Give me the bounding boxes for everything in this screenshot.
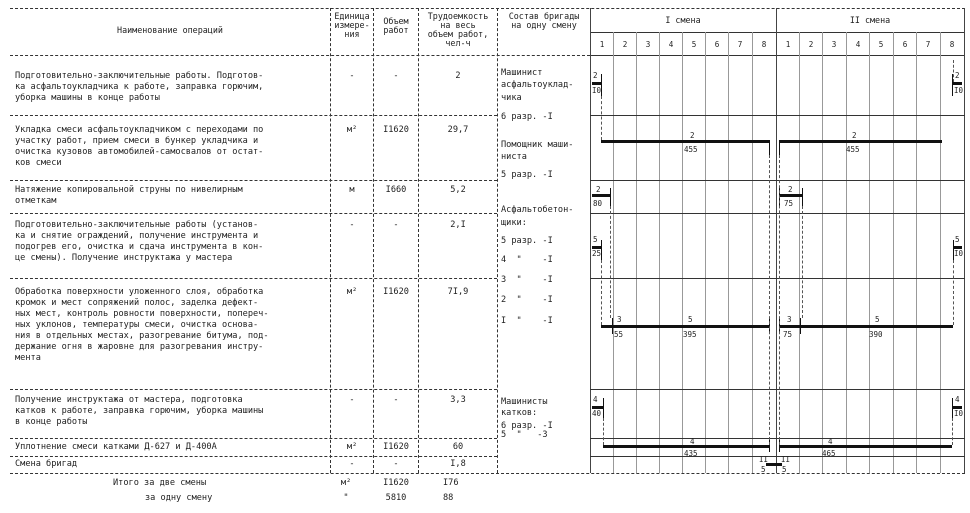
- total-one-shift-label: за одну смену: [145, 493, 213, 503]
- gantt-tick: [610, 188, 611, 206]
- gantt-link: [802, 206, 803, 318]
- header-bottom-border: [10, 55, 590, 56]
- operation-unit: м²: [346, 442, 358, 452]
- brigade-line: 6 разр. -I: [501, 112, 553, 122]
- operation-unit: -: [349, 395, 355, 405]
- hour-grid: [846, 32, 847, 473]
- hour-grid: [940, 32, 941, 473]
- brigade-line: чика: [501, 93, 522, 103]
- gantt-label: 465: [822, 449, 836, 458]
- hour-grid: [636, 32, 637, 473]
- gantt-left-border: [590, 8, 591, 473]
- hour-label: 1: [599, 40, 605, 49]
- gantt-tick: [601, 240, 602, 260]
- hour-label: 6: [902, 40, 908, 49]
- gantt-label: I0: [954, 409, 964, 418]
- hour-label: 1: [785, 40, 791, 49]
- hour-label: 5: [878, 40, 884, 49]
- row-separator: [10, 389, 497, 390]
- hour-label: 8: [761, 40, 767, 49]
- gantt-label: II: [759, 455, 769, 464]
- gantt-link: [779, 155, 780, 445]
- total-labor: I76: [443, 478, 459, 488]
- row-separator: [10, 438, 497, 439]
- gantt-bar: [779, 140, 942, 143]
- row-separator: [10, 456, 497, 457]
- header-labor: Трудоемкость на весь объем работ, чел-ч: [427, 11, 489, 48]
- total-unit: ": [343, 493, 349, 503]
- table-bottom-border: [10, 473, 965, 474]
- operation-labor: 3,3: [450, 395, 466, 405]
- gantt-label: 2: [955, 71, 960, 80]
- hour-grid: [799, 32, 800, 473]
- hour-label: 2: [808, 40, 814, 49]
- gantt-label: 395: [683, 330, 697, 339]
- hour-label: 7: [925, 40, 931, 49]
- gantt-bar: [601, 140, 769, 143]
- row-separator: [10, 180, 497, 181]
- gantt-tick: [779, 140, 780, 155]
- gantt-label: 5: [688, 315, 693, 324]
- total-unit: м²: [340, 478, 352, 488]
- gantt-tick: [769, 140, 770, 155]
- gantt-right-border: [964, 8, 965, 473]
- gantt-label: 5: [875, 315, 880, 324]
- gantt-label: 80: [593, 199, 603, 208]
- gantt-row-separator: [590, 278, 965, 279]
- brigade-line: 5 разр. -I: [501, 170, 553, 180]
- shift-header-divider: [590, 32, 965, 33]
- gantt-label: 5: [955, 235, 960, 244]
- gantt-row-separator: [590, 438, 965, 439]
- header-brigade: Состав бригады на одну смену: [508, 11, 580, 30]
- hour-label: 8: [949, 40, 955, 49]
- total-two-shifts-label: Итого за две смены: [113, 478, 207, 488]
- hours-header-bottom: [590, 55, 965, 56]
- operation-volume: I1620: [383, 125, 409, 135]
- gantt-link: [952, 418, 953, 445]
- hour-grid: [682, 32, 683, 473]
- col-divider-brigade: [497, 8, 498, 473]
- gantt-label: 2: [596, 185, 601, 194]
- operation-labor: 5,2: [450, 185, 466, 195]
- hour-label: 7: [737, 40, 743, 49]
- operation-unit: м: [349, 185, 355, 195]
- gantt-label: 5: [782, 465, 787, 474]
- row-separator: [10, 115, 497, 116]
- row-separator: [10, 213, 497, 214]
- hour-grid: [916, 32, 917, 473]
- brigade-line: Машинист: [501, 68, 543, 78]
- gantt-bar: [603, 445, 769, 448]
- gantt-tick: [952, 398, 953, 418]
- gantt-label: 75: [783, 330, 793, 339]
- hour-grid: [613, 32, 614, 473]
- operation-name: Обработка поверхности уложенного слоя, обработка кромок и мест сопряжений полос, заделка дефект- ных мест, контроль ровности поверхности, попереч- ных уклонов, температуры смеси, очистка основа- ния в отдельных местах, разогревание битума, под- держание огня в жаровне для разогревания инстру- мента: [15, 287, 269, 363]
- operation-volume: -: [393, 71, 399, 81]
- gantt-link: [953, 60, 954, 82]
- operation-name: Натяжение копировальной струны по нивелирным отметкам: [15, 185, 243, 206]
- brigade-line: 5 " -3: [501, 430, 548, 440]
- hour-label: 3: [831, 40, 837, 49]
- gantt-bar: [779, 194, 802, 197]
- total-labor: 88: [443, 493, 454, 503]
- hour-grid: [893, 32, 894, 473]
- operation-labor: 2,I: [450, 220, 466, 230]
- gantt-label: II: [781, 455, 791, 464]
- hour-grid: [869, 32, 870, 473]
- hour-label: 4: [855, 40, 861, 49]
- gantt-bar: [952, 82, 962, 85]
- hour-label: 5: [691, 40, 697, 49]
- hour-grid: [822, 32, 823, 473]
- operation-name: Подготовительно-заключительные работы (установ- ка и снятие ограждений, получение инструмента и подогрев его, очистка и сдача инструмента в кон- це смены). Получение инструктажа у мастера: [15, 220, 264, 263]
- operation-volume: -: [393, 459, 399, 469]
- gantt-label: 4: [828, 437, 833, 446]
- operation-name: Укладка смеси асфальтоукладчиком с переходами по участку работ, прием смеси в бункер укладчика и очистка кузовов автомобилей-самосвалов от остат- ков смеси: [15, 125, 264, 168]
- gantt-label: I0: [954, 249, 964, 258]
- brigade-line: 6 разр. -I: [501, 421, 553, 431]
- gantt-bar: [601, 325, 769, 328]
- operation-volume: I660: [385, 185, 407, 195]
- operation-name: Смена бригад: [15, 459, 78, 469]
- gantt-link: [953, 260, 954, 325]
- operation-labor: 7I,9: [447, 287, 469, 297]
- gantt-link: [601, 260, 602, 325]
- operation-volume: -: [393, 395, 399, 405]
- gantt-tick: [601, 74, 602, 96]
- total-volume: I1620: [383, 478, 409, 488]
- brigade-line: Асфальтобетон-: [501, 205, 574, 215]
- operation-labor: 60: [452, 442, 464, 452]
- gantt-label: 455: [684, 145, 698, 154]
- hour-label: 3: [645, 40, 651, 49]
- gantt-tick: [802, 188, 803, 206]
- operation-labor: I,8: [450, 459, 466, 469]
- gantt-label: 2: [852, 131, 857, 140]
- gantt-label: 4: [690, 437, 695, 446]
- brigade-line: 3 " -I: [501, 275, 553, 285]
- operation-unit: м²: [346, 287, 358, 297]
- operation-name: Подготовительно-заключительные работы. Подготов- ка асфальтоукладчика к работе, заправка горючим, уборка машины в конце работы: [15, 71, 264, 103]
- gantt-label: 455: [846, 145, 860, 154]
- gantt-link: [601, 96, 602, 140]
- gantt-label: 2: [593, 71, 598, 80]
- operation-unit: -: [349, 71, 355, 81]
- gantt-link: [610, 206, 611, 318]
- hour-grid: [728, 32, 729, 473]
- operation-volume: I1620: [383, 442, 409, 452]
- gantt-tick: [800, 318, 801, 334]
- gantt-label: 5: [593, 235, 598, 244]
- header-operation: Наименование операций: [117, 25, 223, 35]
- gantt-link: [603, 418, 604, 445]
- gantt-label: 3: [787, 315, 792, 324]
- brigade-line: катков:: [501, 408, 538, 418]
- gantt-label: 5: [761, 465, 766, 474]
- hour-grid: [659, 32, 660, 473]
- operation-volume: -: [393, 220, 399, 230]
- gantt-label: 55: [614, 330, 624, 339]
- header-volume: Объем работ: [383, 16, 409, 35]
- brigade-line: щики:: [501, 218, 527, 228]
- total-volume: 5810: [385, 493, 407, 503]
- shift-divider: [776, 8, 777, 473]
- hour-label: 4: [668, 40, 674, 49]
- operation-labor: 2: [455, 71, 461, 81]
- operation-name: Получение инструктажа от мастера, подготовка катков к работе, заправка горючим, уборка машины в конце работы: [15, 395, 264, 427]
- header-shift-1: I смена: [665, 15, 701, 25]
- brigade-line: 5 разр. -I: [501, 236, 553, 246]
- gantt-label: 4: [593, 395, 598, 404]
- brigade-line: ниста: [501, 152, 527, 162]
- gantt-label: I0: [592, 86, 602, 95]
- gantt-tick: [603, 398, 604, 418]
- operation-unit: м²: [346, 125, 358, 135]
- hour-grid: [752, 32, 753, 473]
- gantt-bar: [592, 194, 610, 197]
- hour-grid: [705, 32, 706, 473]
- header-shift-2: II смена: [849, 15, 891, 25]
- operation-unit: -: [349, 220, 355, 230]
- hour-label: 2: [622, 40, 628, 49]
- gantt-label: 2: [690, 131, 695, 140]
- gantt-row-separator: [590, 213, 965, 214]
- gantt-tick: [612, 318, 613, 334]
- gantt-bar: [779, 445, 952, 448]
- gantt-label: 4: [955, 395, 960, 404]
- gantt-row-separator: [590, 180, 965, 181]
- brigade-line: I " -I: [501, 316, 553, 326]
- brigade-line: Помощник маши-: [501, 140, 574, 150]
- brigade-line: 4 " -I: [501, 255, 553, 265]
- gantt-label: 2: [788, 185, 793, 194]
- gantt-row-separator: [590, 389, 965, 390]
- gantt-label: 25: [592, 249, 602, 258]
- gantt-bar: [592, 82, 601, 85]
- gantt-bar: [779, 325, 953, 328]
- operation-unit: -: [349, 459, 355, 469]
- gantt-row-separator: [590, 115, 965, 116]
- brigade-line: асфальтоуклад-: [501, 80, 574, 90]
- gantt-label: 3: [617, 315, 622, 324]
- table-top-border: [10, 8, 965, 9]
- gantt-label: 390: [869, 330, 883, 339]
- gantt-label: 435: [684, 449, 698, 458]
- hour-label: 6: [714, 40, 720, 49]
- operation-volume: I1620: [383, 287, 409, 297]
- row-separator: [10, 278, 497, 279]
- gantt-bar: [766, 463, 782, 466]
- operation-labor: 29,7: [447, 125, 469, 135]
- gantt-label: 40: [592, 409, 602, 418]
- gantt-link: [769, 155, 770, 445]
- gantt-row-separator: [590, 456, 965, 457]
- brigade-line: 2 " -I: [501, 295, 553, 305]
- operation-name: Уплотнение смеси катками Д-627 и Д-400А: [15, 442, 217, 452]
- header-unit: Единица измере- ния: [334, 11, 370, 39]
- brigade-line: Машинисты: [501, 397, 548, 407]
- gantt-label: I0: [954, 86, 964, 95]
- gantt-label: 75: [784, 199, 794, 208]
